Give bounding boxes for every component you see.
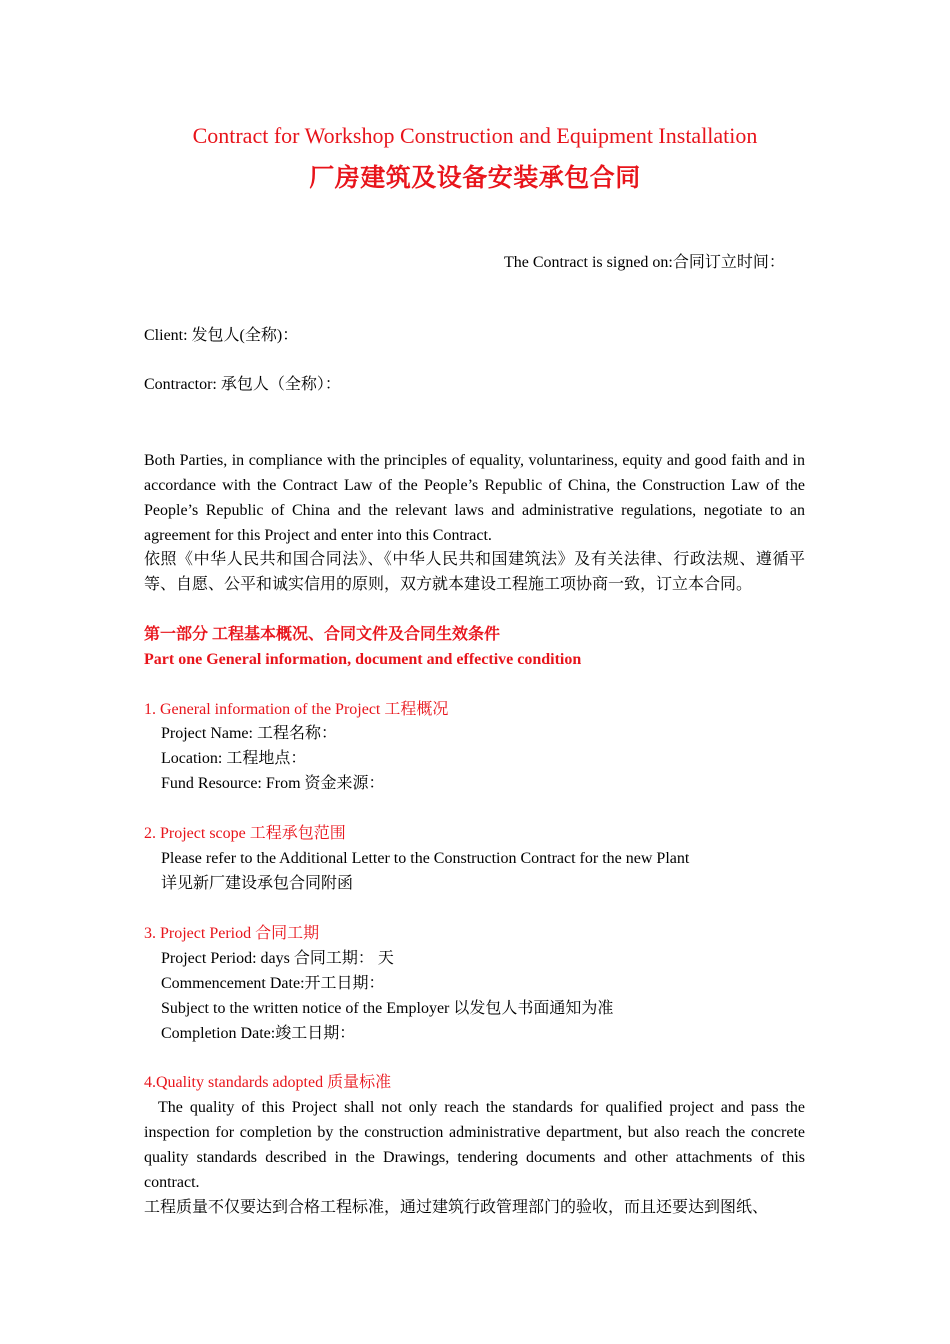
contractor-line: Contractor: 承包人（全称）： [144, 376, 341, 393]
intro-paragraph-en: Both Parties, in compliance with the principles of equality, voluntariness, equity and good faith and in accordance with the Contract Law of the People’s Republic of China, the Construction Law of the People’s Republic of China and the relevant laws and administrative regulations, negotiate to an agreement for this Project and enter into this Contract. [144, 452, 805, 544]
completion-date-line: Completion Date:竣工日期： [161, 1025, 356, 1042]
title-english: Contract for Workshop Construction and Equipment Installation [192, 123, 758, 148]
section-2-heading: 2. Project scope 工程承包范围 [144, 825, 346, 842]
part-one-heading-en: Part one General information, document and effective condition [144, 651, 582, 668]
project-name-line: Project Name: 工程名称： [161, 725, 337, 742]
written-notice-line: Subject to the written notice of the Employer 以发包人书面通知为准 [161, 1000, 614, 1017]
commencement-date-line: Commencement Date:开工日期： [161, 975, 385, 992]
quality-paragraph-cn: 工程质量不仅要达到合格工程标准，通过建筑行政管理部门的验收，而且还要达到图纸、 [144, 1199, 769, 1216]
section-3-heading: 3. Project Period 合同工期 [144, 925, 320, 942]
project-period-line: Project Period: days 合同工期： 天 [161, 950, 394, 967]
scope-line-en: Please refer to the Additional Letter to the Construction Contract for the new Plant [161, 850, 690, 867]
fund-resource-line: Fund Resource: From 资金来源： [161, 775, 385, 792]
scope-line-cn: 详见新厂建设承包合同附函 [161, 875, 354, 892]
intro-paragraph-cn: 依照《中华人民共和国合同法》、《中华人民共和国建筑法》及有关法律、行政法规、遵循平等、自愿、公平和诚实信用的原则，双方就本建设工程施工项协商一致，订立本合同。 [144, 551, 805, 593]
signed-on-line: The Contract is signed on:合同订立时间： [504, 254, 785, 271]
client-line: Client: 发包人(全称)： [144, 327, 299, 344]
section-1-heading: 1. General information of the Project 工程概况 [144, 701, 449, 718]
section-4-heading: 4.Quality standards adopted 质量标准 [144, 1074, 392, 1091]
title-chinese: 厂房建筑及设备安装承包合同 [309, 163, 641, 192]
part-one-heading-cn: 第一部分 工程基本概况、合同文件及合同生效条件 [144, 626, 501, 643]
location-line: Location: 工程地点： [161, 750, 307, 767]
quality-paragraph-en: The quality of this Project shall not only reach the standards for qualified project and pass the inspection for completion by the construction administrative department, but also reach the concrete quality standards described in the Drawings, tendering documents and other attachments of this contract. [144, 1099, 810, 1191]
